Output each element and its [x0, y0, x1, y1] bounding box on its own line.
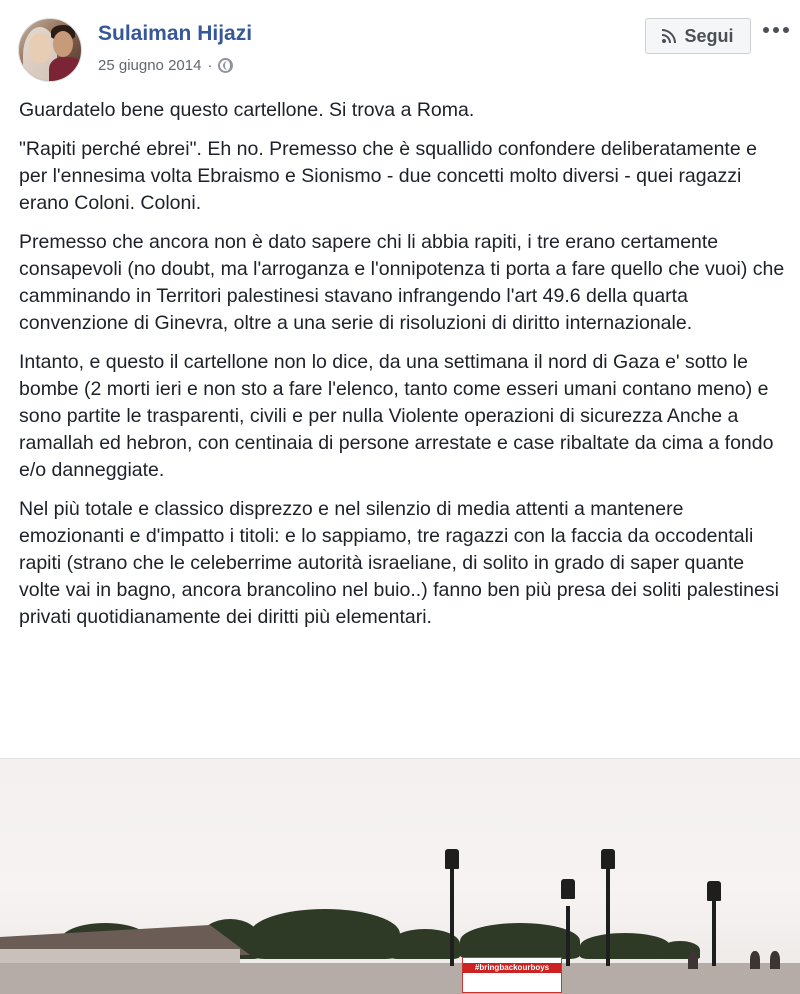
photo-wall [0, 963, 800, 994]
author-name-link[interactable]: Sulaiman Hijazi [98, 22, 253, 45]
photo-banner [462, 957, 562, 993]
post-photo[interactable] [0, 758, 800, 994]
post-paragraph: Intanto, e questo il cartellone non lo dice, da una settimana il nord di Gaza e' sotto le bombe (2 morti ieri e non sto a fare l'elenco, tanto come esseri umani contano meno) e sono partite le trasparenti, civili e per nulla Violente operazioni di sicurezza Anche a ramallah ed hebron, con centinaia di persone arrestate e case ribaltate da cima a fondo e/o danneggiate. [19, 351, 774, 481]
avatar[interactable] [18, 18, 82, 82]
rss-icon [662, 29, 676, 43]
post-paragraph: "Rapiti perché ebrei". Eh no. Premesso che è squallido confondere deliberatamente e per l'ennesima volta Ebraismo e Sionismo - due concetti molto diversi - quei ragazzi erano Coloni. Coloni. [19, 138, 757, 214]
post-paragraph: Premesso che ancora non è dato sapere chi li abbia rapiti, i tre erano certamente consapevoli (no doubt, ma l'arroganza e l'onnipotenza ti porta a fare quello che vuoi) che camminando in Territori palestinesi stavano infrangendo l'art 49.6 della quarta convenzione di Ginevra, oltre a una serie di risoluzioni di diritto internazionale. [19, 231, 785, 334]
post-meta [98, 57, 233, 74]
post-paragraph: Nel più totale e classico disprezzo e nel silenzio di media attenti a mantenere emozionanti e d'impatto i titoli: e lo sappiamo, tre ragazzi con la faccia da occodentali rapiti (strano che le celeberrime autorità israeliane, di solito in grado di saper quante volte vai in bagno, ancora brancolino nel buio..) fanno ben più presa dei soliti palestinesi privati quotidianamente dei diritti più elementari. [19, 498, 779, 628]
meta-separator: · [207, 57, 213, 74]
post-header [18, 18, 800, 88]
post-paragraph: Guardatelo bene questo cartellone. Si trova a Roma. [19, 99, 475, 121]
follow-button[interactable] [645, 18, 751, 54]
post-date[interactable]: 25 giugno 2014 [98, 57, 202, 74]
follow-label: Segui [684, 25, 734, 46]
more-icon[interactable] [763, 24, 791, 36]
banner-hashtag: #bringbackourboys [463, 963, 561, 973]
post-text [19, 97, 789, 643]
globe-icon[interactable] [218, 58, 233, 73]
